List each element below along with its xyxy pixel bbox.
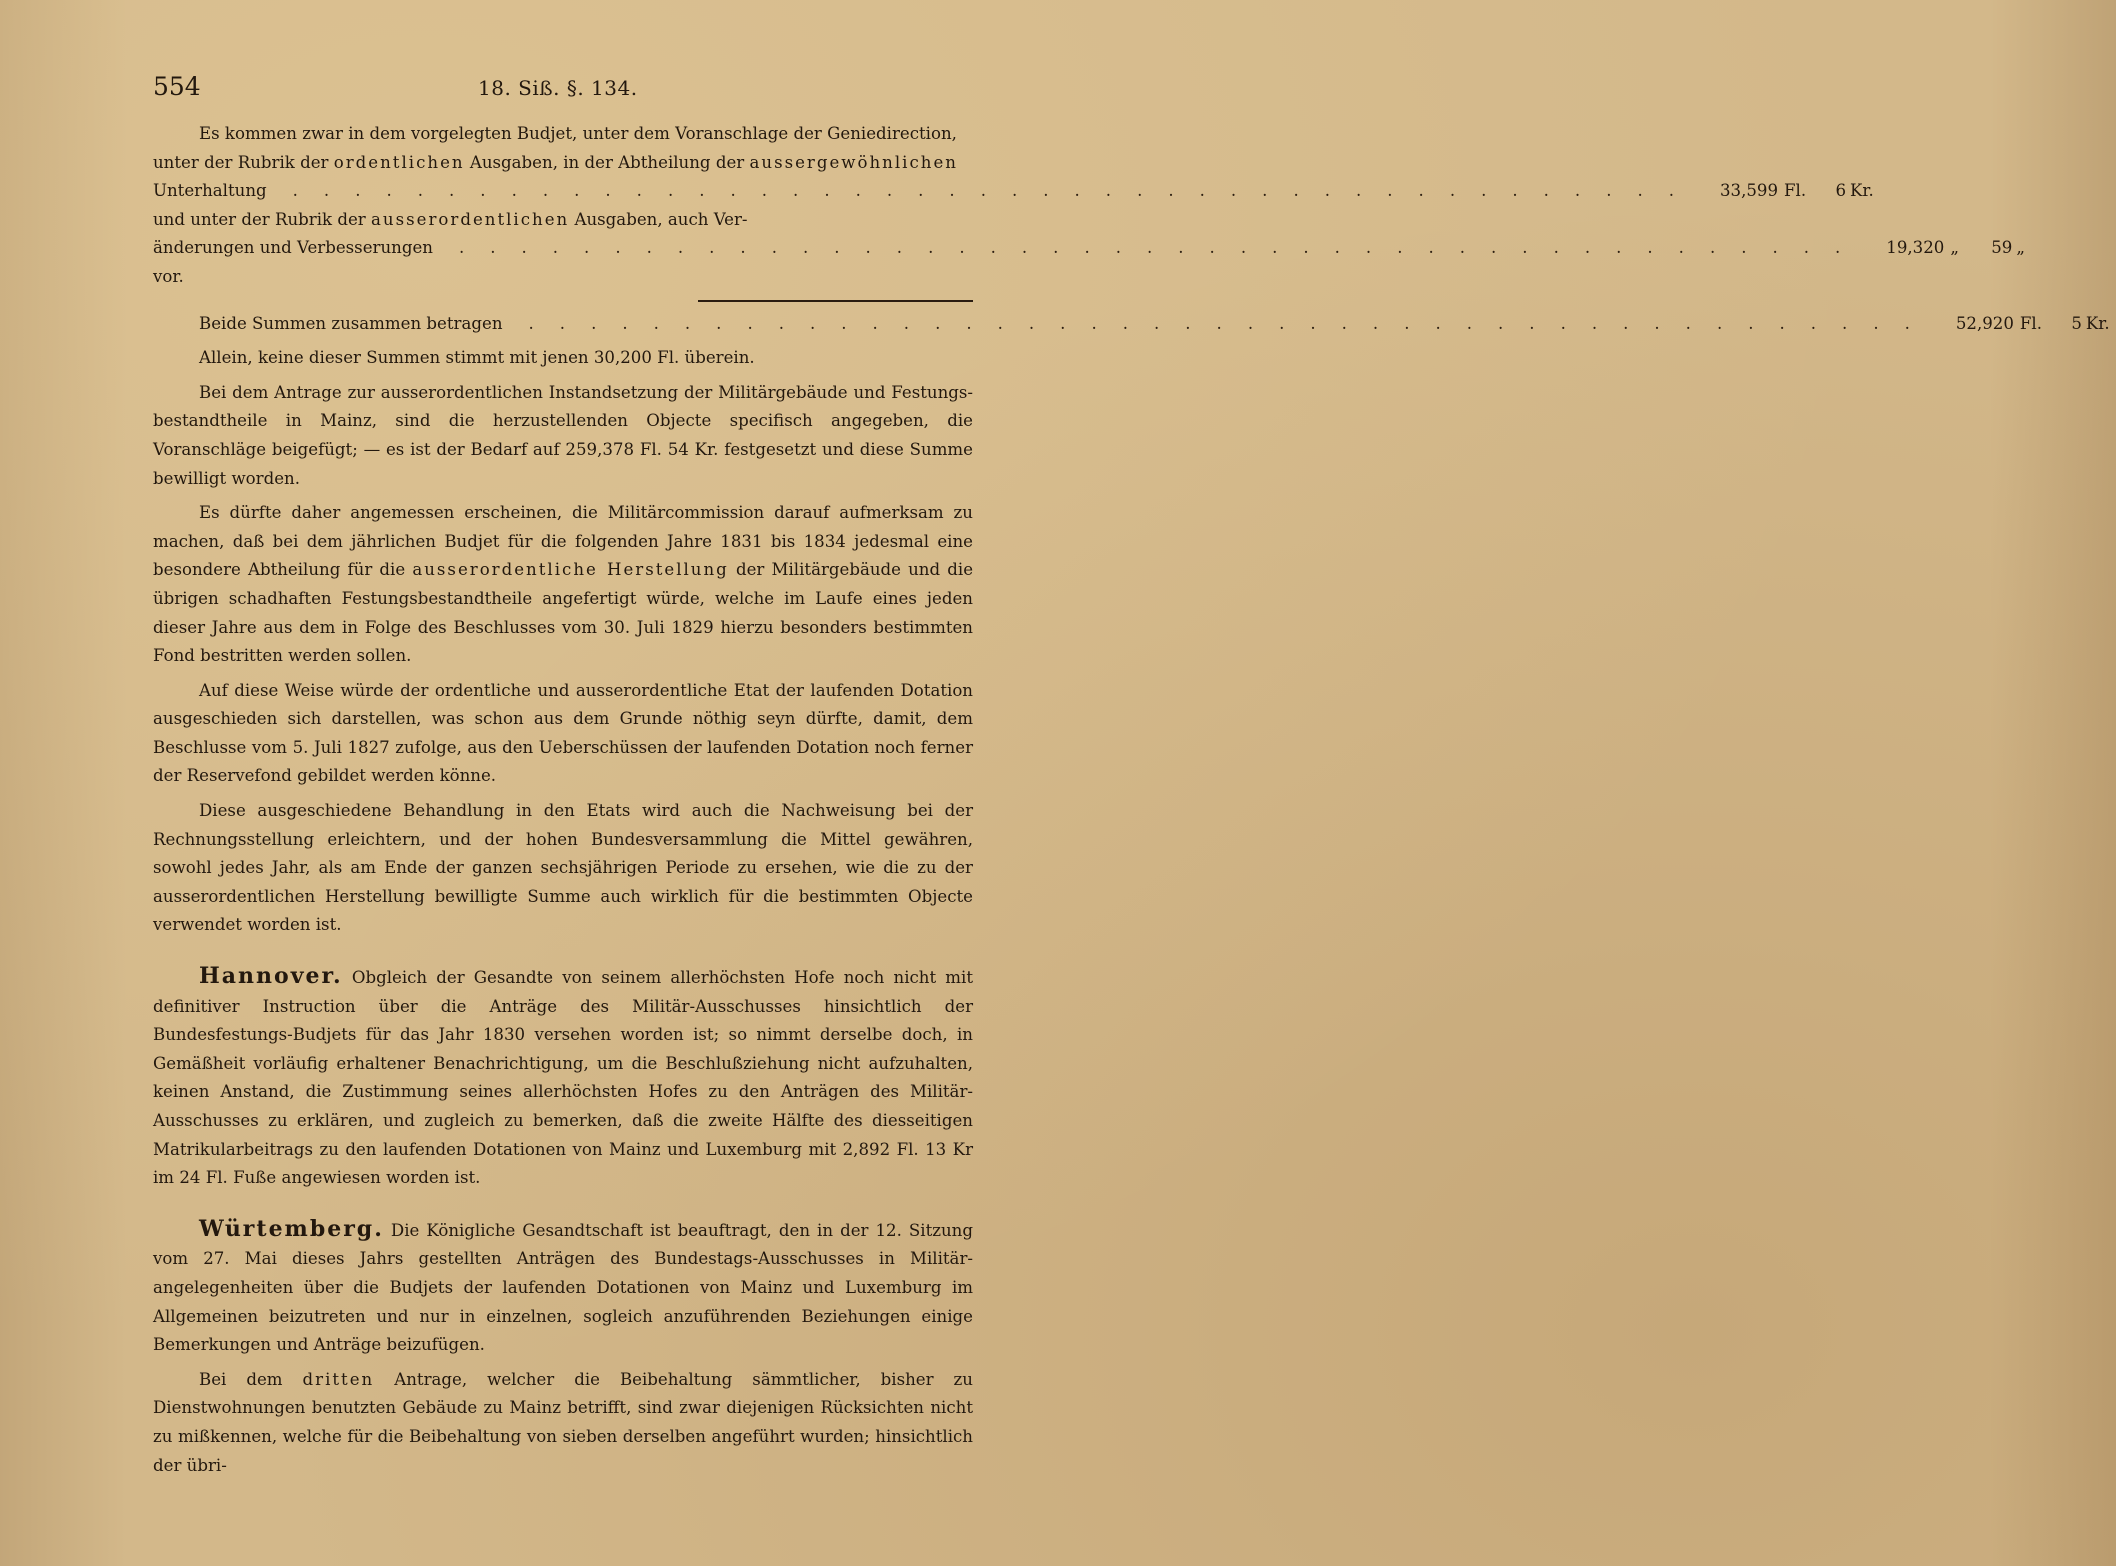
paragraph-instandsetzung: Bei dem Antrage zur ausserordentlichen Instandsetzung der Militärgebäude und Festungs-bestandtheile in Mainz, sind die herzustellenden Objecte specifisch angegeben, die Voranschläge beigefügt; — es ist der Bedarf auf 259,378 Fl. 54 Kr. festgesetzt und diese Summe bewilligt worden. bbox=[153, 382, 973, 488]
paragraph-allein: Allein, keine dieser Summen stimmt mit jenen 30,200 Fl. überein. bbox=[199, 348, 755, 368]
budget-row-veraenderungen: änderungen und Verbesserungen ............................................. 19,320 „ 59 „ bbox=[153, 234, 973, 263]
country-heading-wurtemberg: Würtemberg. bbox=[199, 1215, 384, 1242]
paragraph-hannover: Hannover. Obgleich der Gesandte von seinem allerhöchsten Hofe noch nicht mit definitiver Instruction über die Anträge des Militär-Ausschusses hinsichtlich der Bundesfestungs-Budjets für das Jahr 1830 versehen worden ist; so nimmt derselbe doch, in Gemäßheit vorläufig erhaltener Benachrichtigung, um die Beschlußziehung nicht aufzuhalten, keinen Anstand, die Zustimmung seines allerhöchsten Hofes zu den Anträgen des Militär-Ausschusses zu erklären, und zugleich zu bemerken, daß die zweite Hälfte des diesseitigen Matrikularbeitrags zu den laufenden Dotationen von Mainz und Luxemburg mit 2,892 Fl. 13 Kr im 24 Fl. Fuße angewiesen worden ist. bbox=[153, 963, 973, 1188]
page-body bbox=[153, 120, 2110, 1480]
paragraph-militaercommission: Es dürfte daher angemessen erscheinen, die Militärcommission darauf aufmerksam zu machen, daß bei dem jährlichen Budjet für die folgenden Jahre 1831 bis 1834 jedesmal eine besondere Abtheilung für die ausserordentliche Herstellung der Militärgebäude und die übrigen schadhaften Festungsbestandtheile angefertigt würde, welche im Laufe eines jeden dieser Jahre aus dem in Folge des Beschlusses vom 30. Juli 1829 hierzu besonders bestimmten Fond bestritten werden sollen. bbox=[153, 503, 974, 666]
paragraph-behandlung: Diese ausgeschiedene Behandlung in den Etats wird auch die Nachweisung bei der Rechnungsstellung erleichtern, und der hohen Bundesversammlung die Mittel gewähren, sowohl jedes Jahr, als am Ende der ganzen sechsjährigen Periode zu ersehen, wie die zu der ausserordentlichen Herstellung bewilligte Summe auch wirklich für die bestimmten Objecte verwendet worden ist. bbox=[153, 801, 973, 935]
page-header bbox=[153, 72, 970, 112]
budget-row-unterhaltung: Unterhaltung ............................................. 33,599 Fl. 6 Kr. bbox=[153, 177, 973, 206]
paragraph-budget-line4: und unter der Rubrik der ausserordentlichen Ausgaben, auch Ver- bbox=[153, 209, 748, 229]
paragraph-budget-line6: vor. bbox=[153, 266, 184, 286]
leader-dots: ............................................. bbox=[458, 238, 1867, 258]
leader-dots: ............................................. bbox=[528, 313, 1936, 333]
paragraph-budget-line2: unter der Rubrik der ordentlichen Ausgaben, in der Abtheilung der aussergewöhnlichen bbox=[153, 152, 958, 172]
sum-rule bbox=[153, 292, 973, 310]
running-head: 18. Siß. §. 134. bbox=[478, 76, 638, 100]
country-heading-hannover: Hannover. bbox=[199, 963, 343, 990]
budget-row-sum: Beide Summen zusammen betragen ............................................. 52,920 Fl. 5 Kr. bbox=[153, 310, 973, 339]
leader-dots: ............................................. bbox=[292, 181, 1701, 201]
paragraph-etat: Auf diese Weise würde der ordentliche und ausserordentliche Etat der laufenden Dotation ausgeschieden sich darstellen, was schon aus dem Grunde nöthig seyn dürfte, damit, dem Beschlusse vom 5. Juli 1827 zufolge, aus den Ueberschüssen der laufenden Dotation noch ferner der Reservefond gebildet werden könne. bbox=[153, 680, 973, 786]
paragraph-dritter-antrag: Bei dem dritten Antrage, welcher die Beibehaltung sämmtlicher, bisher zu Dienstwohnungen benutzten Gebäude zu Mainz betrifft, sind zwar diejenigen Rücksichten nicht zu mißkennen, welche für die Beibehaltung von sieben derselben angeführt wurden; hinsichtlich der übri- bbox=[153, 1369, 973, 1475]
paragraph-wurtemberg: Würtemberg. Die Königliche Gesandtschaft ist beauftragt, den in der 12. Sitzung vom 27. Mai dieses Jahrs gestellten Anträgen des Bundestags-Ausschusses in Militär-angelegenheiten über die Budjets der laufenden Dotationen von Mainz und Luxemburg im Allgemeinen beizutreten und nur in einzelnen, sogleich anzuführenden Beziehungen einige Bemerkungen und Anträge beizufügen. bbox=[153, 1215, 973, 1355]
page-number: 554 bbox=[153, 72, 201, 101]
paragraph-budget-intro: Es kommen zwar in dem vorgelegten Budjet, unter dem Voranschlage der Geniedirection, bbox=[199, 124, 957, 143]
